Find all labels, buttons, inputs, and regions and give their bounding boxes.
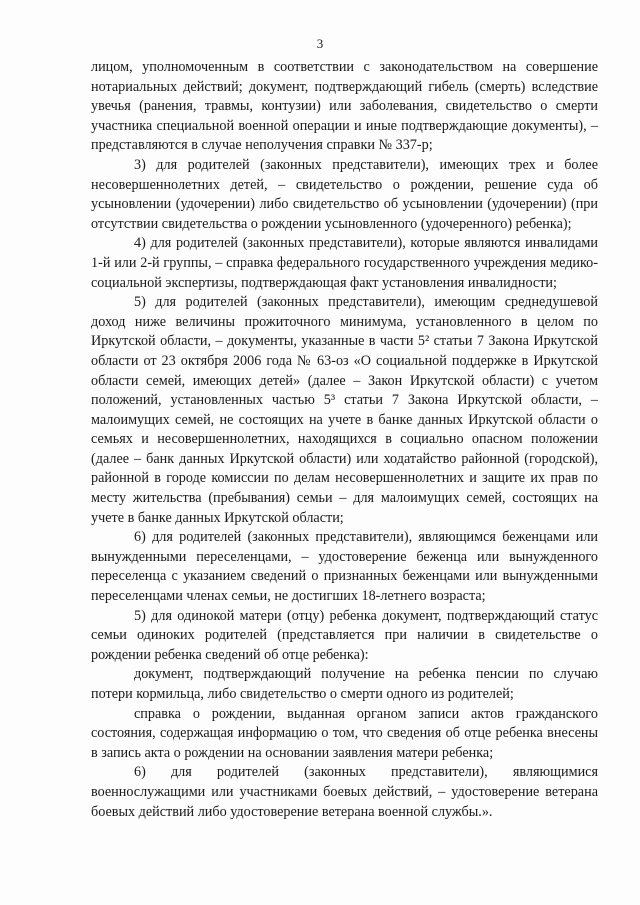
- paragraph-item-6-refugees: 6) для родителей (законных представители), являющимся беженцами или вынужденными переселенцами, – удостоверение беженца или вынужденного переселенца с указанием сведений о признанных беженцами или вынужденными переселенцами членах семьи, не достигших 18-летнего возраста;: [91, 529, 598, 605]
- paragraph-item-3-large-families: 3) для родителей (законных представители), имеющих трех и более несовершеннолетних детей, – свидетельство о рождении, решение суда об усыновлении (удочерении) либо свидетельство об усыновлении (удочерении) (при отсутствии свидетельства о рождении усыновленного (удочеренного) ребенка);: [91, 156, 598, 232]
- paragraph-item-5-single-parent: 5) для одинокой матери (отцу) ребенка документ, подтверждающий статус семьи одиноких родителей (представляется при наличии в свидетельстве о рождении ребенка сведений об отце ребенка):: [91, 607, 598, 663]
- paragraph-pension-document: документ, подтверждающий получение на ребенка пенсии по случаю потери кормильца, либо свидетельство о смерти одного из родителей;: [91, 666, 598, 702]
- paragraph-item-5-low-income: 5) для родителей (законных представители), имеющим среднедушевой доход ниже величины прожиточного минимума, установленного в целом по Иркутской области, – документы, указанные в части 5² статьи 7 Закона Иркутской области от 23 октября 2006 года № 63-оз «О социальной поддержке в Иркутской области семей, имеющих детей» (далее – Закон Иркутской области) с учетом положений, установленных частью 5³ статьи 7 Закона Иркутской области, – малоимущих семей, не состоящих на учете в банке данных Иркутской области о семьях и несовершеннолетних, находящихся в социально опасном положении (далее – банк данных Иркутской области) или ходатайство районной (городской), районной в городе комиссии по делам несовершеннолетних и защите их прав по месту жительства (пребывания) семьи – для малоимущих семей, состоящих на учете в банке данных Иркутской области;: [91, 294, 598, 526]
- paragraph-continuation: лицом, уполномоченным в соответствии с законодательством на совершение нотариальных действий; документ, подтверждающий гибель (смерть) вследствие увечья (ранения, травмы, контузии) или заболевания, свидетельство о смерти участника специальной военной операции и иные подтверждающие документы), – представляются в случае неполучения справки № 337-р;: [91, 59, 598, 154]
- paragraph-item-4-disabled-parents: 4) для родителей (законных представители), которые являются инвалидами 1-й или 2-й группы, – справка федерального государственного учреждения медико-социальной экспертизы, подтверждающая факт установления инвалидности;: [91, 235, 598, 291]
- paragraph-birth-certificate: справка о рождении, выданная органом записи актов гражданского состояния, содержащая информацию о том, что сведения об отце ребенка внесены в запись акта о рождении на основании заявления матери ребенка;: [91, 705, 598, 761]
- page-number: 3: [316, 36, 324, 51]
- document-body: [91, 58, 598, 822]
- paragraph-item-6-military: 6) для родителей (законных представители), являющимися военнослужащими или участниками боевых действий, – удостоверение ветерана боевых действий либо удостоверение ветерана военной службы.».: [91, 764, 598, 820]
